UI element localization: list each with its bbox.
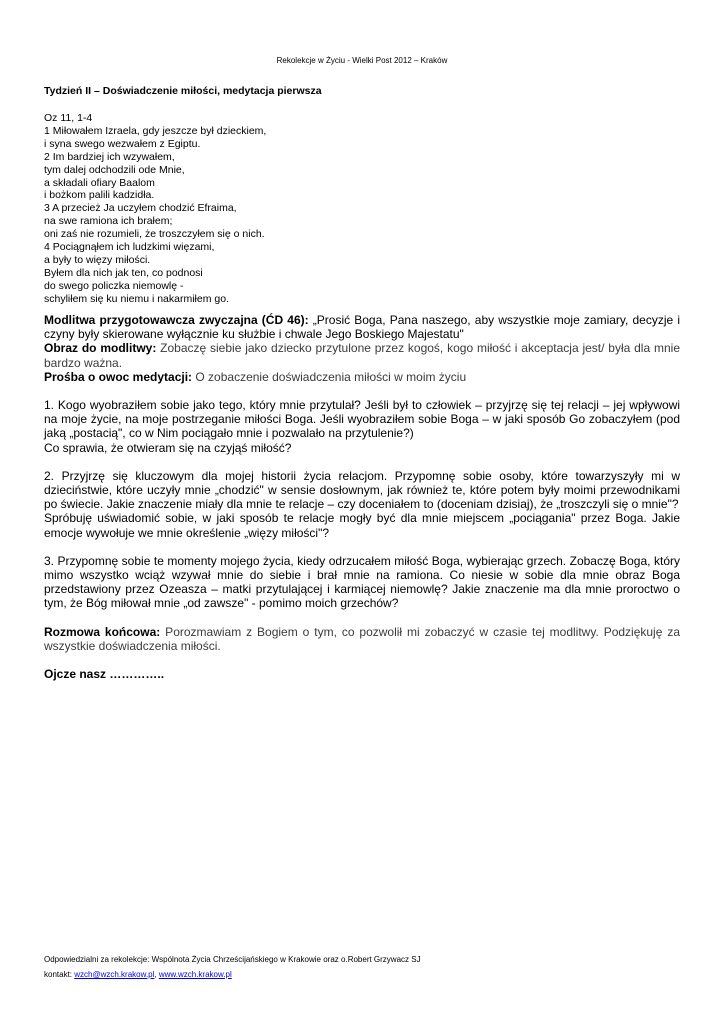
contact-separator: , bbox=[154, 970, 159, 979]
prayer-image-text: Zobaczę siebie jako dziecko przytulone przez kogoś, kogo miłość i akceptacja jest/ była dla mnie bardzo ważna. bbox=[44, 341, 680, 370]
meditation-request bbox=[44, 370, 680, 384]
scripture-line: oni zaś nie rozumieli, że troszczyłem się o nich. bbox=[44, 228, 265, 241]
meditation-request-text: O zobaczenie doświadczenia miłości w moim życiu bbox=[192, 369, 467, 384]
prayer-image bbox=[44, 341, 680, 369]
footer-contact bbox=[44, 970, 232, 980]
scripture-line: 3 A przecież Ja uczyłem chodzić Efraima, bbox=[44, 202, 237, 215]
scripture-line: i syna swego wezwałem z Egiptu. bbox=[44, 137, 201, 150]
preparatory-prayer bbox=[44, 313, 680, 341]
scripture-reference: Oz 11, 1-4 bbox=[44, 112, 93, 124]
scripture-line: i bożkom palili kadzidła. bbox=[44, 189, 155, 202]
point-paragraph: 3. Przypomnę sobie te momenty mojego życia, kiedy odrzucałem miłość Boga, wybierając grzech. Zobaczę Boga, który mimo wszystko wciąż wzywał mnie do siebie i brał mnie na ramiona. Co niesie w sobie dla mnie obraz Boga przedstawiony przez Ozeasza – matki przytulającej i karmiącej niemowlę? Jakie znaczenie ma dla mnie proroctwo o tym, że Bóg miłował mnie „od zawsze" - pomimo moich grzechów? bbox=[44, 553, 680, 611]
scripture-line: 2 Im bardziej ich wzywałem, bbox=[44, 150, 175, 163]
scripture-passage bbox=[44, 112, 266, 306]
closing-conversation-label: Rozmowa końcowa: bbox=[44, 624, 161, 639]
footer-responsible: Odpowiedzialni za rekolekcje: Wspólnota Życia Chrześcijańskiego w Krakowie oraz o.Robert Grzywacz SJ bbox=[44, 955, 421, 964]
closing-conversation-text: Porozmawiam z Bogiem o tym, co pozwolił mi zobaczyć w czasie tej modlitwy. Podziękuję za wszystkie doświadczenia miłości. bbox=[44, 624, 680, 653]
meditation-request-label: Prośba o owoc medytacji: bbox=[44, 369, 193, 384]
page-header: Rekolekcje w Życiu - Wielki Post 2012 – Kraków bbox=[276, 56, 448, 65]
point-paragraph: Co sprawia, że otwieram się na czyjąś miłość? bbox=[44, 440, 292, 455]
closing-conversation bbox=[44, 625, 680, 653]
scripture-line: 4 Pociągnąłem ich ludzkimi więzami, bbox=[44, 241, 215, 254]
final-prayer bbox=[44, 667, 680, 681]
scripture-line: schyliłem się ku niemu i nakarmiłem go. bbox=[44, 292, 229, 305]
scripture-line: 1 Miłowałem Izraela, gdy jeszcze był dzieckiem, bbox=[44, 124, 267, 137]
final-prayer-text: Ojcze nasz ………….. bbox=[44, 667, 165, 682]
scripture-line: na swe ramiona ich brałem; bbox=[44, 215, 173, 228]
scripture-line: tym dalej odchodzili ode Mnie, bbox=[44, 163, 185, 176]
email-link[interactable]: wzch@wzch.krakow.pl bbox=[74, 970, 155, 979]
point-paragraph: 1. Kogo wyobraziłem sobie jako tego, który mnie przytulał? Jeśli był to człowiek – przyjrzę się tej relacji – jej wpływowi na moje życie, na moje postrzeganie miłości Boga. Jeśli wyobraziłem sobie Boga – w jaki sposób Go zobaczyłem (pod jaką „postacią", co w Nim pociągało mnie i pozwalało na przytulenie?) bbox=[44, 398, 680, 441]
point-paragraph: Spróbuję uświadomić sobie, w jaki sposób te relacje mogły być dla mnie miejscem „pociągania" przez Boga. Jakie emocje wywołuje we mnie określenie „więzy miłości"? bbox=[44, 511, 680, 540]
website-link[interactable]: www.wzch.krakow.pl bbox=[158, 970, 232, 979]
preparatory-prayer-text: „Prosić Boga, Pana naszego, aby wszystkie moje zamiary, decyzje i czyny były skierowane wyłącznie ku służbie i chwale Jego Boskiego Majestatu" bbox=[44, 313, 681, 342]
scripture-line: a składali ofiary Baalom bbox=[44, 176, 155, 189]
meditation-body bbox=[44, 313, 680, 681]
contact-label: kontakt: bbox=[44, 970, 75, 979]
prayer-image-label: Obraz do modlitwy: bbox=[44, 341, 157, 356]
preparatory-prayer-label: Modlitwa przygotowawcza zwyczajna (ĆD 46): bbox=[44, 313, 309, 327]
point-paragraph: 2. Przyjrzę się kluczowym dla mojej historii życia relacjom. Przypomnę sobie osoby, które towarzyszyły mi w dzieciństwie, które uczyły mnie „chodzić" w sensie dosłownym, jak również te, które potem były moimi przewodnikami po świecie. Jakie znaczenie miały dla mnie te relacje – czy doceniałem to (doceniam dzisiaj), że „troszczyli się o mnie"? bbox=[44, 468, 680, 512]
scripture-line: Byłem dla nich jak ten, co podnosi bbox=[44, 266, 203, 279]
meditation-title: Tydzień II – Doświadczenie miłości, medytacja pierwsza bbox=[44, 85, 322, 97]
scripture-line: do swego policzka niemowlę - bbox=[44, 279, 184, 292]
scripture-line: a były to więzy miłości. bbox=[44, 253, 151, 266]
